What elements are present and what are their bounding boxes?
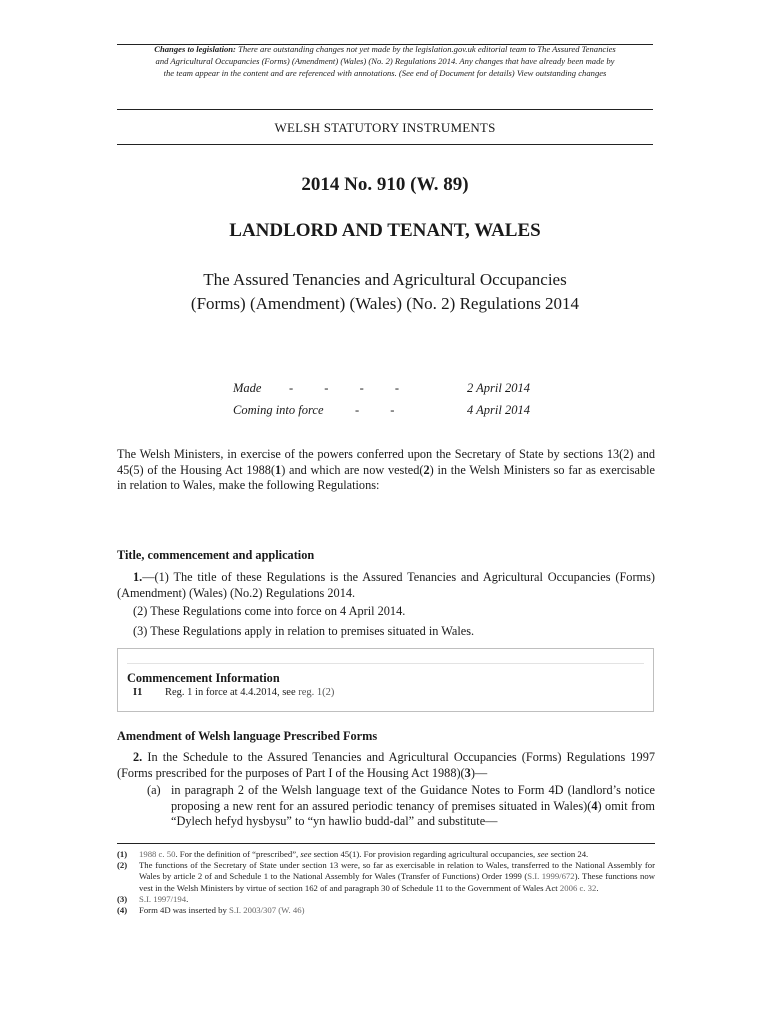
footnote-1-number: (1) [117,849,128,859]
commencement-text-body: Reg. 1 in force at 4.4.2014, see [165,687,299,698]
regulation-2-text-2: )— [470,765,488,780]
changes-notice [150,43,620,79]
footnote-4-link[interactable]: S.I. 2003/307 (W. 46) [229,905,305,916]
footnote-ref-1[interactable]: 1 [275,462,282,477]
dates-block [233,381,543,425]
footnote-1-link[interactable]: 1988 c. 50 [139,849,176,859]
footnote-2-link[interactable]: S.I. 1999/672 [527,871,575,882]
notice-bottom-rule [117,109,653,110]
item-a-body [171,783,655,830]
regulation-1-para-1 [117,570,655,601]
commencement-title: Commencement Information [127,671,280,685]
regulation-1-para-3: (3) These Regulations apply in relation to premises situated in Wales. [133,624,475,638]
footnote-1-see-2: see [537,849,549,859]
changes-notice-lead: Changes to legislation: [154,44,236,54]
footnote-2-number: (2) [117,860,128,871]
force-dots: - - [355,403,409,417]
footnote-4-text: Form 4D was inserted by [139,905,230,916]
coming-into-force-row [233,403,543,425]
commencement-text [165,687,334,698]
preamble-text-2: ) and which are now vested( [281,462,424,477]
footnote-ref-2[interactable]: 2 [423,462,430,477]
commencement-information-box [117,648,654,712]
footnote-4 [117,905,655,916]
footnote-rule [117,843,655,844]
commencement-link[interactable]: reg. 1(2) [298,687,335,698]
regulation-2-text-1: In the Schedule to the Assured Tenancies and Agricultural Occupancies (Forms) Regulations 1997 (Forms prescribed for the purposes of Part I of the Housing Act 1988)( [117,750,655,780]
section-2-heading: Amendment of Welsh language Prescribed Forms [117,729,378,743]
footnote-4-number: (4) [117,905,128,916]
footnote-2 [117,860,655,894]
instrument-series: WELSH STATUTORY INSTRUMENTS [274,120,496,135]
made-dots: - - - - [289,381,414,395]
footnote-1-text: . For the definition of “prescribed”, [175,849,301,859]
regulation-2-para [117,750,655,781]
preamble-text-3: ) in the Welsh Ministers so far as exercisable in relation to Wales, make the following Regulations: [117,462,655,493]
footnote-1 [117,849,655,860]
coming-into-force-label: Coming into force [233,403,324,417]
footnote-2-link-2[interactable]: 2006 c. 32 [559,882,597,893]
footnote-2-text-2: ). These functions now vest in the Welsh Ministers by virtue of section 162 of and paragraph 30 of Schedule 11 to the Government of Wales Act [139,871,656,893]
footnotes [117,849,655,916]
footnote-2-text: The functions of the Secretary of State under section 13 were, so far as exercisable in relation to Wales, transferred to the National Assembly for Wales by article 2 of and Schedule 1 to the National Assembly for Wales (Transfer of Functions) Order 1999 ( [139,860,655,882]
title-line-2: (Forms) (Amendment) (Wales) (No. 2) Regulations 2014 [190,294,580,313]
commencement-key: I1 [133,687,143,698]
regulation-2-item-a [147,783,655,830]
regulation-1-para-2: (2) These Regulations come into force on 4 April 2014. [133,604,406,618]
made-label: Made [233,381,262,395]
regulation-1-text: —(1) The title of these Regulations is the Assured Tenancies and Agricultural Occupancies (Forms) (Amendment) (Wales) (No.2) Regulations 2014. [117,570,655,600]
regulation-1-number: 1. [133,570,143,584]
made-date: 2 April 2014 [467,381,530,395]
footnote-1-see: see [300,849,312,859]
changes-notice-text[interactable]: There are outstanding changes not yet made by the legislation.gov.uk editorial team to The Assured Tenancies and Agricultural Occupancies (Forms) (Amendment) (Wales) (No. 2) Regulations 2014. Any changes that have already been made by the team appear in the content and are referenced with annotations. (See end of Document for details) View outstanding changes [155,44,616,78]
footnote-ref-3[interactable]: 3 [464,765,471,780]
regulation-2-number: 2. [133,750,143,764]
commencement-divider [127,663,644,664]
si-number: 2014 No. 910 (W. 89) [301,174,469,195]
made-row [233,381,543,403]
section-1-heading: Title, commencement and application [117,548,315,562]
footnote-ref-4[interactable]: 4 [591,798,598,813]
footnote-3-number: (3) [117,893,128,904]
title-line-1: The Assured Tenancies and Agricultural Occupancies [203,270,567,289]
footnote-3-link[interactable]: S.I. 1997/194 [139,893,187,904]
preamble-text-1: The Welsh Ministers, in exercise of the powers conferred upon the Secretary of State by sections 13(2) and 45(5) of the Housing Act 1988( [117,447,655,477]
series-rule [117,144,653,145]
coming-into-force-date: 4 April 2014 [467,403,530,417]
item-a-text-1: in paragraph 2 of the Welsh language text of the Guidance Notes to Form 4D (landlord’s notice proposing a new rent for an assured periodic tenancy of premises situated in Wales)( [171,783,655,813]
preamble [117,447,655,494]
footnote-3-text: . [186,893,189,904]
footnote-2-text-3: . [596,882,599,893]
footnote-1-text-3: section 24. [548,849,589,859]
footnote-1-text-2: section 45(1). For provision regarding agricultural occupancies, [311,849,538,859]
item-a-label: (a) [147,783,161,797]
regulations-title [140,268,630,316]
footnote-3 [117,894,655,905]
item-a-text-2: ) omit from “Dylech hefyd hysbysu” to “yn hawlio budd-dal” and substitute— [171,798,655,829]
subject-heading: LANDLORD AND TENANT, WALES [229,220,541,241]
